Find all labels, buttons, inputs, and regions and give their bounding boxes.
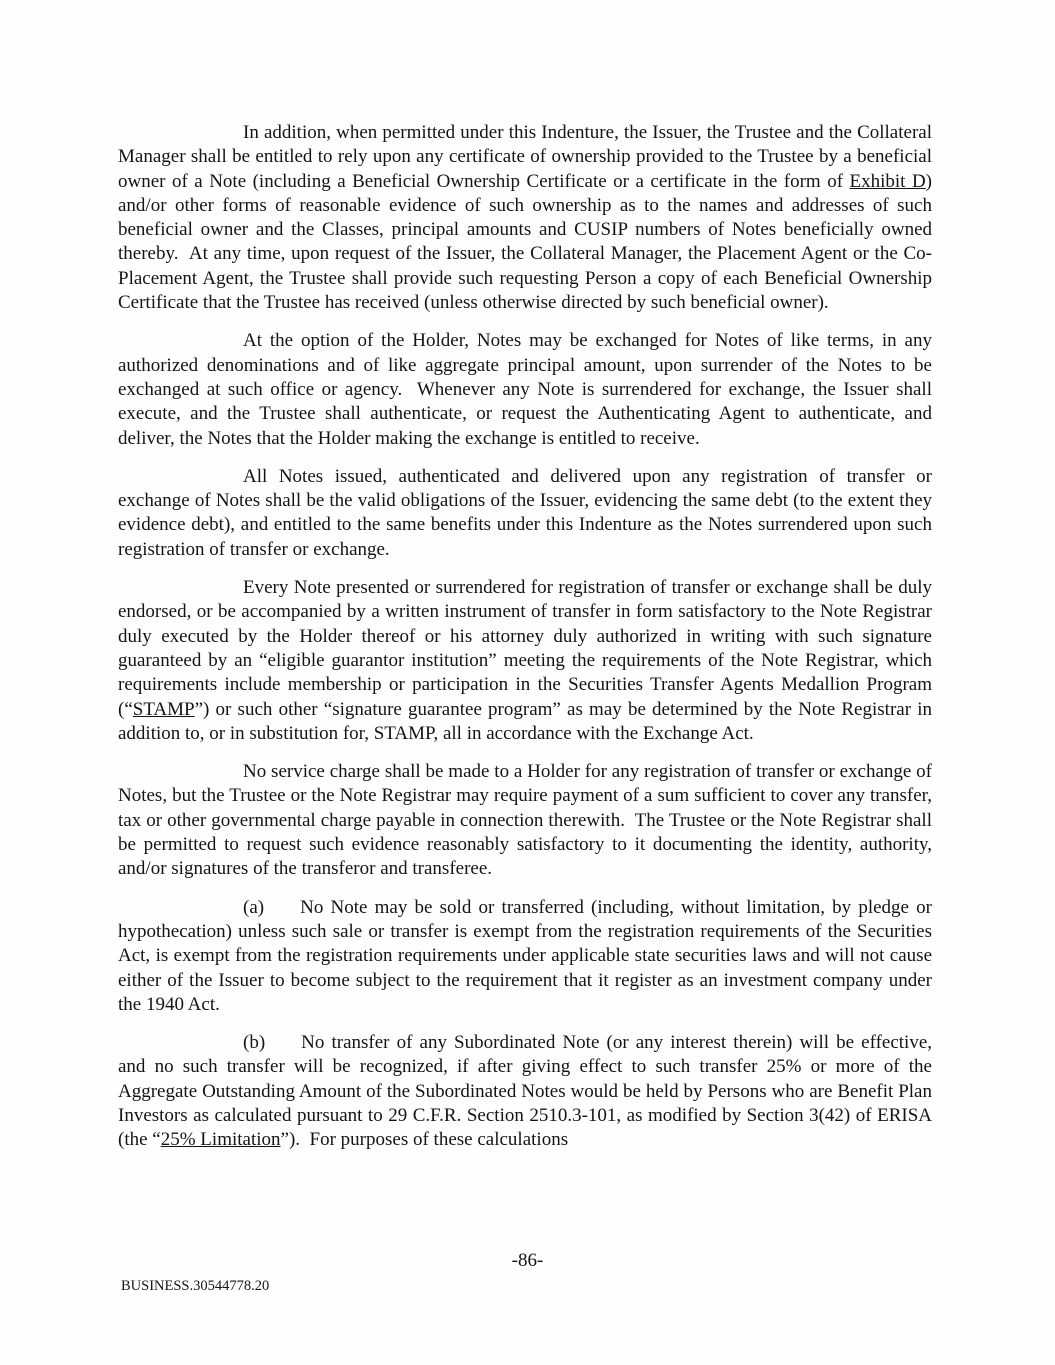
paragraph-text: No Note may be sold or transferred (including, without limitation, by pledge or hypothecation) unless such sale or transfer is exempt from the registration requirements of the Securities Act, is exempt from the registration requirements under applicable state securities laws and will not cause either of the Issuer to become subject to the requirement that it register as an investment company under the 1940 Act. — [118, 896, 937, 1015]
paragraph-text: ) and/or other forms of reasonable evidence of such ownership as to the names and addresses of such beneficial owner and the Classes, principal amounts and CUSIP numbers of Notes beneficially owned thereby. At any time, upon request of the Issuer, the Collateral Manager, the Placement Agent or the Co-Placement Agent, the Trustee shall provide such requesting Person a copy of each Beneficial Ownership Certificate that the Trustee has received (unless otherwise directed by such beneficial owner). — [118, 170, 937, 314]
stamp-underlined-term: STAMP — [132, 698, 195, 720]
clause-b-label: (b) — [243, 1032, 266, 1054]
paragraph-text: ”). For purposes of these calculations — [280, 1129, 569, 1151]
exhibit-d-underlined-term: Exhibit D — [849, 170, 926, 192]
paragraph-text: All Notes issued, authenticated and delivered upon any registration of transfer or exchange of Notes shall be the valid obligations of the Issuer, evidencing the same debt (to the extent they evidence debt), and entitled to the same benefits under this Indenture as the Notes surrendered upon such registration of transfer or exchange. — [118, 465, 937, 560]
paragraph-text: At the option of the Holder, Notes may be exchanged for Notes of like terms, in any authorized denominations and of like aggregate principal amount, upon surrender of the Notes to be exchanged at such office or agency. Whenever any Note is surrendered for exchange, the Issuer shall execute, and the Trustee shall authenticate, or request the Authenticating Agent to authenticate, and deliver, the Notes that the Holder making the exchange is entitled to receive. — [118, 330, 937, 449]
paragraph-text: Every Note presented or surrendered for registration of transfer or exchange shall be duly endorsed, or be accompanied by a written instrument of transfer in form satisfactory to the Note Registrar duly executed by the Holder thereof or his attorney duly authorized in writing with such signature guaranteed by an “eligible guarantor institution” meeting the requirements of the Note Registrar, which requirements include membership or participation in the Securities Transfer Agents Medallion Program (“ — [118, 577, 937, 720]
page-number: -86- — [511, 1250, 544, 1271]
document-id-stamp: BUSINESS.30544778.20 — [121, 1278, 270, 1294]
paragraph-valid-obligations — [118, 465, 937, 562]
paragraph-endorsement-stamp — [118, 576, 937, 746]
paragraph-clause-b — [118, 1031, 937, 1152]
paragraph-beneficial-ownership — [118, 121, 937, 315]
document-body — [118, 121, 937, 1167]
paragraph-exchange-option — [118, 329, 937, 450]
paragraph-text: No service charge shall be made to a Holder for any registration of transfer or exchange of Notes, but the Trustee or the Note Registrar may require payment of a sum sufficient to cover any transfer, tax or other governmental charge payable in connection therewith. The Trustee or the Note Registrar shall be permitted to request such evidence reasonably satisfactory to it documenting the identity, authority, and/or signatures of the transferor and transferee. — [118, 761, 937, 880]
paragraph-text: In addition, when permitted under this Indenture, the Issuer, the Trustee and the Collateral Manager shall be entitled to rely upon any certificate of ownership provided to the Trustee by a beneficial owner of a Note (including a Beneficial Ownership Certificate or a certificate in the form of — [118, 122, 937, 192]
paragraph-clause-a — [118, 896, 937, 1017]
clause-a-label: (a) — [243, 896, 265, 918]
limitation-underlined-term: 25% Limitation — [160, 1129, 281, 1151]
paragraph-text: No transfer of any Subordinated Note (or any interest therein) will be effective, and no such transfer will be recognized, if after giving effect to such transfer 25% or more of the Aggregate Outstanding Amount of the Subordinated Notes would be held by Persons who are Benefit Plan Investors as calculated pursuant to 29 C.F.R. Section 2510.3-101, as modified by Section 3(42) of ERISA (the “ — [118, 1032, 937, 1151]
paragraph-no-service-charge — [118, 760, 937, 881]
paragraph-text: ”) or such other “signature guarantee program” as may be determined by the Note Registrar in addition to, or in substitution for, STAMP, all in accordance with the Exchange Act. — [118, 698, 937, 744]
